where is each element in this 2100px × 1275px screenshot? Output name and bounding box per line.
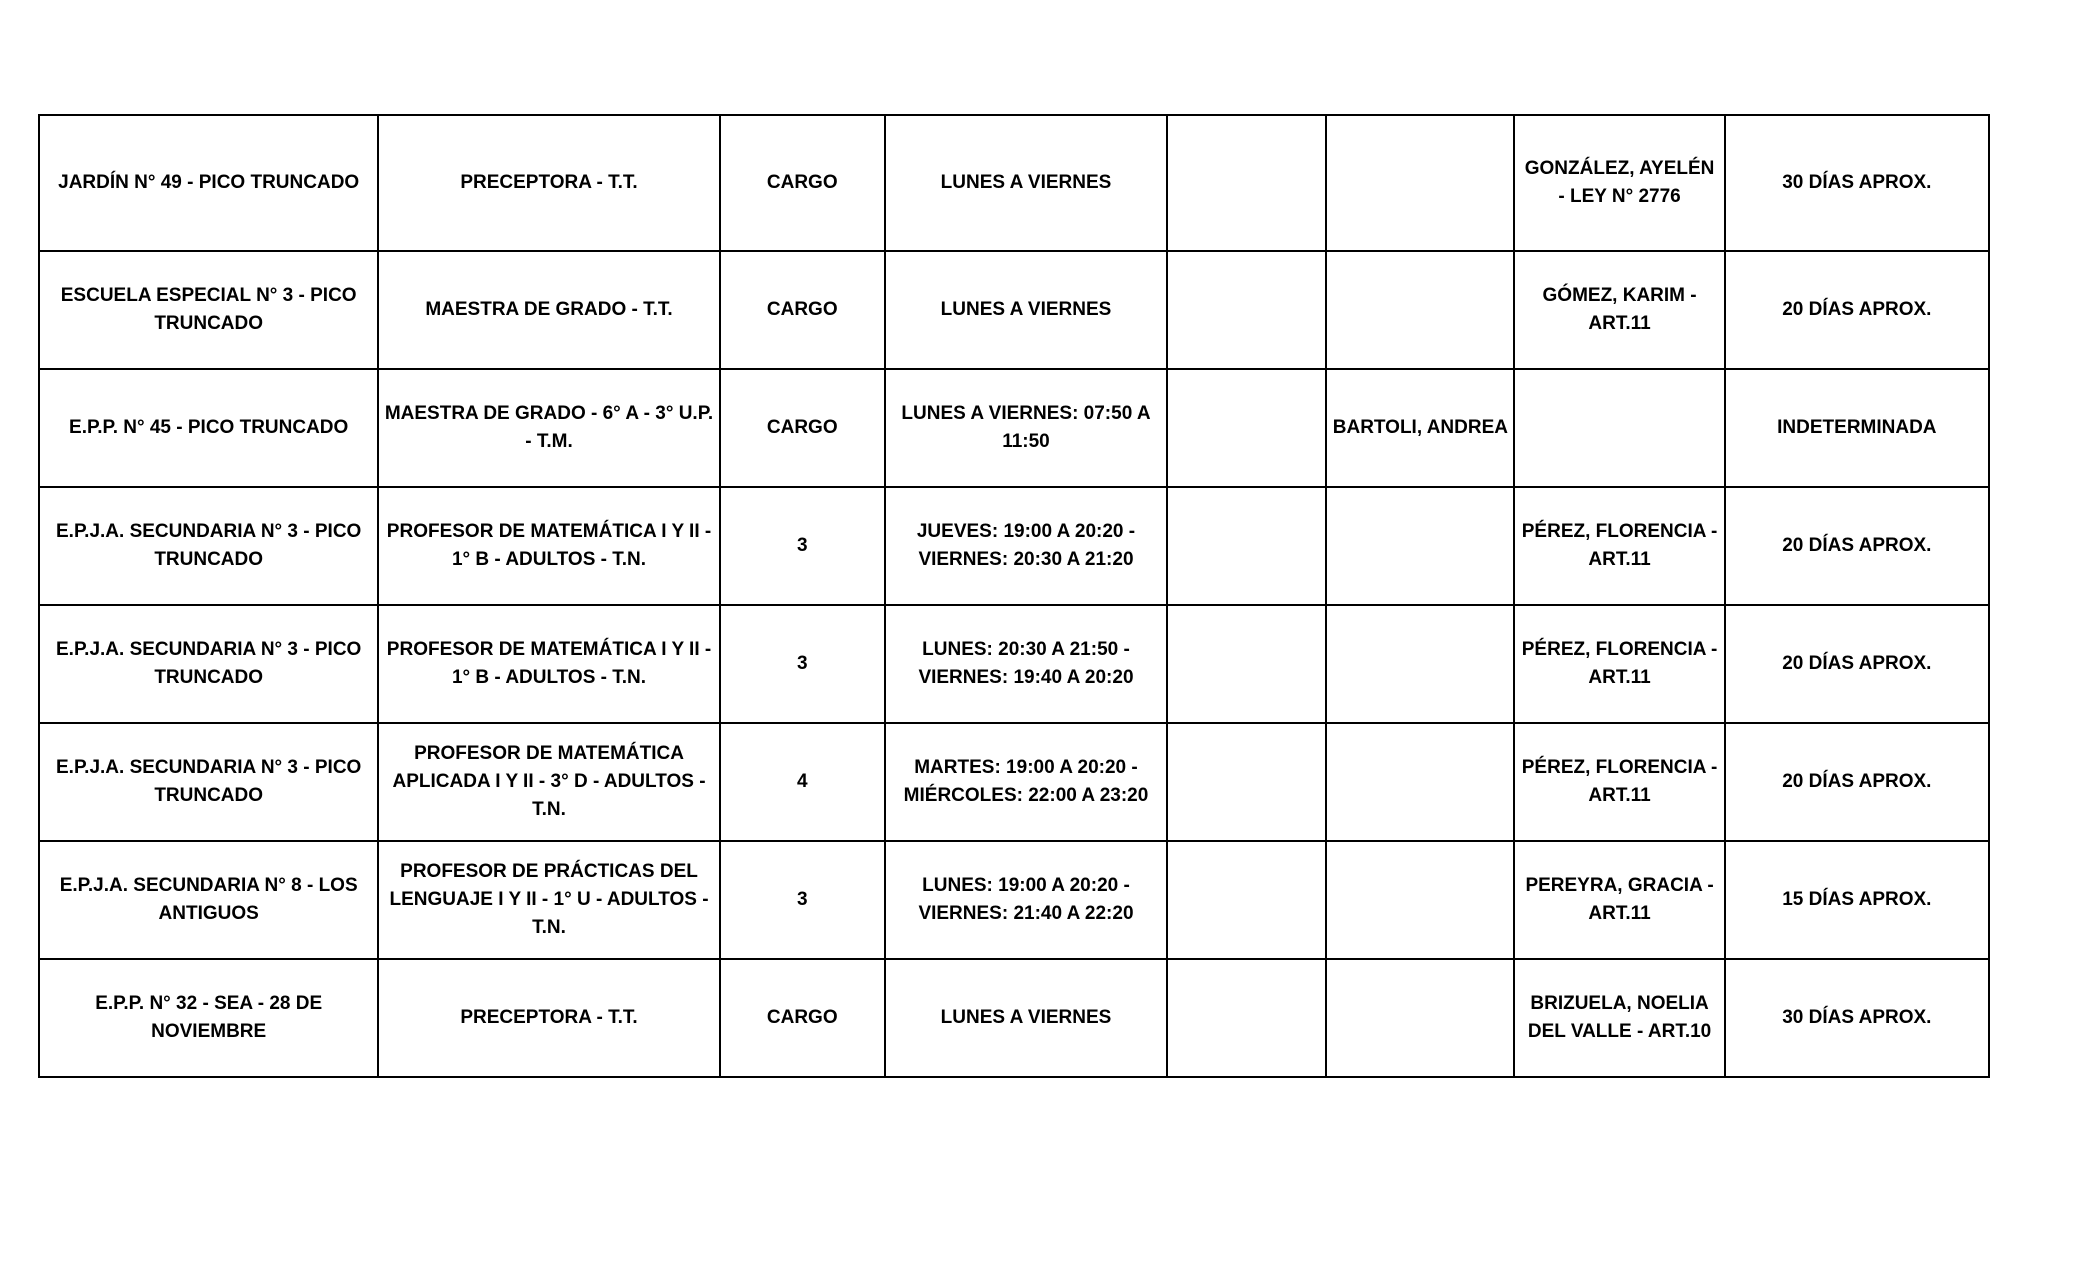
duration-text: 30 DÍAS APROX. [1782, 1007, 1932, 1028]
substitute-cell [1514, 115, 1724, 251]
table-row [39, 369, 1989, 487]
duration-cell [1725, 487, 1989, 605]
substitute-cell [1514, 251, 1724, 369]
school-text: ESCUELA ESPECIAL N° 3 - PICO TRUNCADO [60, 285, 357, 334]
hours-cell [720, 369, 885, 487]
schedule-text: LUNES: 20:30 A 21:50 - VIERNES: 19:40 A 20:20 [918, 639, 1134, 688]
hours-cell [720, 115, 885, 251]
schedule-cell [885, 959, 1167, 1077]
position-cell [378, 841, 719, 959]
substitute-cell [1514, 841, 1724, 959]
school-text: E.P.P. N° 32 - SEA - 28 DE NOVIEMBRE [95, 993, 323, 1042]
duration-text: 20 DÍAS APROX. [1782, 653, 1932, 674]
table-row [39, 251, 1989, 369]
duration-cell [1725, 115, 1989, 251]
table-row [39, 723, 1989, 841]
schedule-text: JUEVES: 19:00 A 20:20 - VIERNES: 20:30 A 21:20 [916, 521, 1136, 570]
position-cell [378, 605, 719, 723]
position-text: PROFESOR DE MATEMÁTICA APLICADA I Y II - 3° D - ADULTOS - T.N. [392, 743, 706, 820]
schedule-text: MARTES: 19:00 A 20:20 - MIÉRCOLES: 22:00 A 23:20 [903, 757, 1149, 806]
hours-text: CARGO [766, 172, 838, 193]
position-cell [378, 251, 719, 369]
schedule-text: LUNES A VIERNES [940, 172, 1112, 193]
schedule-cell [885, 115, 1167, 251]
schedule-cell [885, 369, 1167, 487]
school-cell [39, 959, 378, 1077]
substitute-cell [1514, 487, 1724, 605]
substitute-cell [1514, 959, 1724, 1077]
hours-cell [720, 959, 885, 1077]
position-cell [378, 487, 719, 605]
vacancies-table [38, 114, 1990, 1078]
duration-text: INDETERMINADA [1777, 417, 1937, 438]
position-text: PROFESOR DE MATEMÁTICA I Y II - 1° B - ADULTOS - T.N. [386, 639, 712, 688]
school-text: E.P.J.A. SECUNDARIA N° 3 - PICO TRUNCADO [56, 757, 362, 806]
hours-cell [720, 251, 885, 369]
schedule-cell [885, 841, 1167, 959]
empty-cell [1167, 251, 1326, 369]
position-text: PROFESOR DE PRÁCTICAS DEL LENGUAJE I Y II - 1° U - ADULTOS - T.N. [389, 861, 709, 938]
hours-text: CARGO [766, 417, 838, 438]
schedule-cell [885, 723, 1167, 841]
holder-cell [1326, 959, 1514, 1077]
position-cell [378, 115, 719, 251]
holder-cell [1326, 841, 1514, 959]
empty-cell [1167, 959, 1326, 1077]
hours-text: 3 [796, 535, 808, 556]
empty-cell [1167, 369, 1326, 487]
position-cell [378, 369, 719, 487]
duration-text: 20 DÍAS APROX. [1782, 535, 1932, 556]
hours-text: CARGO [766, 1007, 838, 1028]
table-row [39, 115, 1989, 251]
position-text: PRECEPTORA - T.T. [460, 172, 638, 193]
table-body [39, 115, 1989, 1077]
school-cell [39, 251, 378, 369]
substitute-cell [1514, 369, 1724, 487]
school-text: E.P.P. N° 45 - PICO TRUNCADO [69, 417, 349, 438]
school-text: JARDÍN N° 49 - PICO TRUNCADO [58, 172, 360, 193]
duration-cell [1725, 841, 1989, 959]
position-text: PRECEPTORA - T.T. [460, 1007, 638, 1028]
position-text: MAESTRA DE GRADO - 6° A - 3° U.P. - T.M. [384, 403, 714, 452]
hours-cell [720, 605, 885, 723]
empty-cell [1167, 723, 1326, 841]
holder-text: BARTOLI, ANDREA [1332, 417, 1508, 438]
substitute-text: PEREYRA, GRACIA - ART.11 [1525, 875, 1714, 924]
hours-text: 3 [796, 653, 808, 674]
duration-cell [1725, 605, 1989, 723]
holder-cell [1326, 251, 1514, 369]
schedule-cell [885, 487, 1167, 605]
hours-cell [720, 723, 885, 841]
substitute-cell [1514, 605, 1724, 723]
substitute-text: BRIZUELA, NOELIA DEL VALLE - ART.10 [1527, 993, 1712, 1042]
school-text: E.P.J.A. SECUNDARIA N° 3 - PICO TRUNCADO [56, 521, 362, 570]
schedule-cell [885, 605, 1167, 723]
schedule-cell [885, 251, 1167, 369]
school-cell [39, 841, 378, 959]
holder-cell [1326, 605, 1514, 723]
empty-cell [1167, 605, 1326, 723]
table-row [39, 487, 1989, 605]
holder-cell [1326, 115, 1514, 251]
table-row [39, 841, 1989, 959]
school-cell [39, 605, 378, 723]
school-cell [39, 115, 378, 251]
position-text: MAESTRA DE GRADO - T.T. [425, 299, 673, 320]
substitute-text: PÉREZ, FLORENCIA - ART.11 [1521, 639, 1718, 688]
schedule-text: LUNES A VIERNES: 07:50 A 11:50 [901, 403, 1151, 452]
empty-cell [1167, 841, 1326, 959]
schedule-text: LUNES: 19:00 A 20:20 - VIERNES: 21:40 A 22:20 [918, 875, 1134, 924]
hours-cell [720, 841, 885, 959]
position-text: PROFESOR DE MATEMÁTICA I Y II - 1° B - ADULTOS - T.N. [386, 521, 712, 570]
school-text: E.P.J.A. SECUNDARIA N° 3 - PICO TRUNCADO [56, 639, 362, 688]
table-row [39, 605, 1989, 723]
empty-cell [1167, 487, 1326, 605]
substitute-text: GONZÁLEZ, AYELÉN - LEY N° 2776 [1524, 158, 1715, 207]
substitute-text: PÉREZ, FLORENCIA - ART.11 [1521, 757, 1718, 806]
school-cell [39, 487, 378, 605]
substitute-text: PÉREZ, FLORENCIA - ART.11 [1521, 521, 1718, 570]
hours-text: CARGO [766, 299, 838, 320]
table-row [39, 959, 1989, 1077]
substitute-text: GÓMEZ, KARIM - ART.11 [1542, 285, 1697, 334]
duration-text: 20 DÍAS APROX. [1782, 771, 1932, 792]
substitute-cell [1514, 723, 1724, 841]
holder-cell [1326, 723, 1514, 841]
hours-text: 4 [796, 771, 808, 792]
duration-cell [1725, 959, 1989, 1077]
duration-text: 20 DÍAS APROX. [1782, 299, 1932, 320]
school-cell [39, 723, 378, 841]
duration-cell [1725, 251, 1989, 369]
position-cell [378, 959, 719, 1077]
duration-cell [1725, 723, 1989, 841]
schedule-text: LUNES A VIERNES [940, 299, 1112, 320]
duration-cell [1725, 369, 1989, 487]
duration-text: 15 DÍAS APROX. [1782, 889, 1932, 910]
duration-text: 30 DÍAS APROX. [1782, 172, 1932, 193]
hours-text: 3 [796, 889, 808, 910]
school-cell [39, 369, 378, 487]
holder-cell [1326, 487, 1514, 605]
empty-cell [1167, 115, 1326, 251]
school-text: E.P.J.A. SECUNDARIA N° 8 - LOS ANTIGUOS [59, 875, 358, 924]
schedule-text: LUNES A VIERNES [940, 1007, 1112, 1028]
holder-cell [1326, 369, 1514, 487]
position-cell [378, 723, 719, 841]
hours-cell [720, 487, 885, 605]
